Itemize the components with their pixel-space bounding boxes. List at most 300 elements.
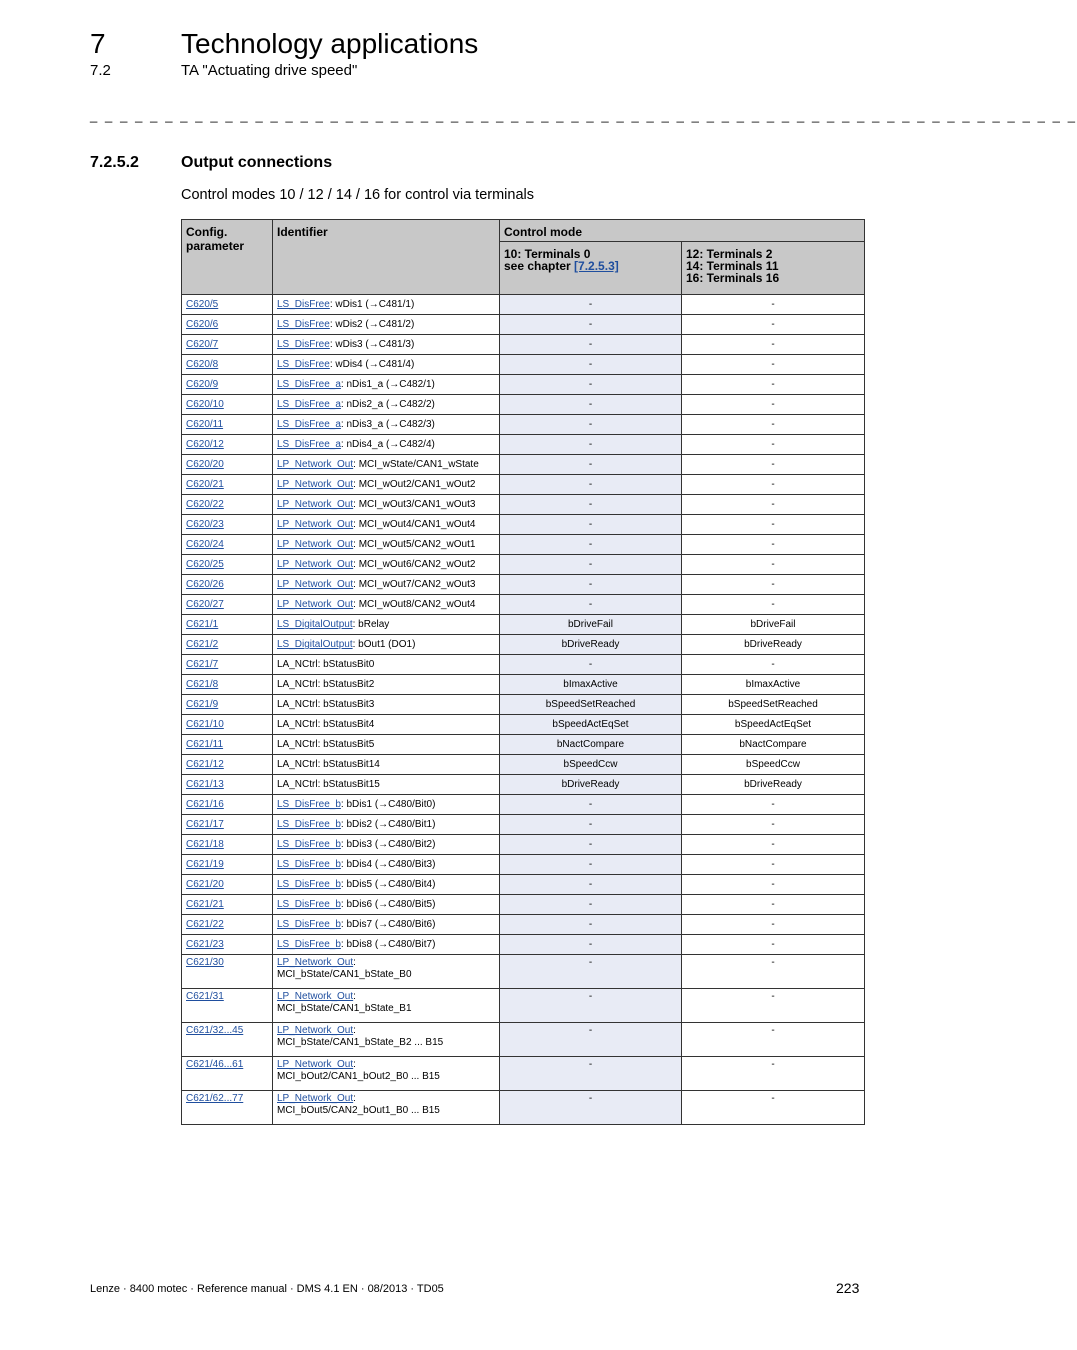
param-link[interactable]: C620/25 bbox=[186, 559, 224, 570]
identifier-link[interactable]: LS_DisFree_a bbox=[277, 399, 341, 410]
table-row bbox=[182, 575, 865, 595]
table-row bbox=[182, 915, 865, 935]
param-link[interactable]: C621/16 bbox=[186, 799, 224, 810]
mode-terminals-0-cell bbox=[500, 415, 682, 435]
mode-terminals-0-cell bbox=[500, 1023, 682, 1057]
identifier-text: LA_NCtrl: bStatusBit5 bbox=[277, 739, 375, 750]
param-cell bbox=[182, 735, 273, 755]
identifier-text: LA_NCtrl: bStatusBit3 bbox=[277, 699, 375, 710]
identifier-cell bbox=[273, 935, 500, 955]
mode-terminals-0-value: - bbox=[588, 559, 593, 570]
mode-terminals-other-cell bbox=[682, 435, 865, 455]
identifier-text: LA_NCtrl: bStatusBit2 bbox=[277, 679, 375, 690]
param-link[interactable]: C621/9 bbox=[186, 699, 219, 710]
param-link[interactable]: C621/21 bbox=[186, 899, 224, 910]
mode-terminals-other-cell bbox=[682, 875, 865, 895]
identifier-link[interactable]: LS_DisFree_b bbox=[277, 899, 341, 910]
param-link[interactable]: C620/22 bbox=[186, 499, 224, 510]
param-cell bbox=[182, 515, 273, 535]
param-link[interactable]: C621/30 bbox=[186, 957, 224, 968]
mode-terminals-0-cell bbox=[500, 295, 682, 315]
identifier-link[interactable]: LS_DisFree_b bbox=[277, 839, 341, 850]
param-cell bbox=[182, 989, 273, 1023]
mode-terminals-0-cell bbox=[500, 989, 682, 1023]
identifier-text: : bDis5 (→C480/Bit4) bbox=[340, 879, 436, 890]
section-title: TA "Actuating drive speed" bbox=[181, 62, 358, 79]
mode-terminals-0-value: - bbox=[588, 1059, 593, 1070]
identifier-link[interactable]: LS_DisFree_b bbox=[277, 939, 341, 950]
table-row bbox=[182, 535, 865, 555]
param-link[interactable]: C620/21 bbox=[186, 479, 224, 490]
identifier-cell bbox=[273, 895, 500, 915]
param-link[interactable]: C621/20 bbox=[186, 879, 224, 890]
mode-terminals-0-value: - bbox=[588, 859, 593, 870]
identifier-link[interactable]: LP_Network_Out bbox=[277, 519, 354, 530]
identifier-text: : bDis1 (→C480/Bit0) bbox=[340, 799, 436, 810]
section-number: 7.2 bbox=[90, 62, 111, 79]
identifier-text: : wDis4 (→C481/4) bbox=[329, 359, 415, 370]
intro-text: Control modes 10 / 12 / 14 / 16 for control via terminals bbox=[181, 187, 535, 203]
table-row bbox=[182, 735, 865, 755]
mode-terminals-0-cell bbox=[500, 755, 682, 775]
mode-terminals-other-cell bbox=[682, 655, 865, 675]
mode-terminals-0-cell bbox=[500, 955, 682, 989]
mode-terminals-0-cell bbox=[500, 1091, 682, 1125]
param-link[interactable]: C621/32...45 bbox=[186, 1025, 244, 1036]
footer-text: Lenze · 8400 motec · Reference manual · DMS 4.1 EN · 08/2013 · TD05 bbox=[90, 1283, 444, 1295]
mode-terminals-other-cell bbox=[682, 895, 865, 915]
param-cell bbox=[182, 715, 273, 735]
mode-terminals-0-value: - bbox=[588, 939, 593, 950]
mode-terminals-other-cell bbox=[682, 515, 865, 535]
mode-terminals-other-value: - bbox=[771, 799, 775, 810]
identifier-cell bbox=[273, 455, 500, 475]
param-cell bbox=[182, 455, 273, 475]
identifier-cell bbox=[273, 655, 500, 675]
mode-terminals-other-value: bImaxActive bbox=[745, 679, 801, 690]
table-row bbox=[182, 795, 865, 815]
mode-terminals-other-value: - bbox=[771, 859, 775, 870]
page-number: 223 bbox=[836, 1280, 860, 1296]
param-link[interactable]: C620/6 bbox=[186, 319, 219, 330]
identifier-link[interactable]: LS_DigitalOutput bbox=[277, 639, 353, 650]
identifier-link[interactable]: LP_Network_Out bbox=[277, 499, 354, 510]
identifier-text: : MCI_wOut2/CAN1_wOut2 bbox=[353, 479, 476, 490]
header-identifier: Identifier bbox=[273, 220, 500, 295]
identifier-link[interactable]: LS_DisFree_a bbox=[277, 439, 341, 450]
mode-terminals-other-value: - bbox=[771, 319, 775, 330]
mode-terminals-other-cell bbox=[682, 915, 865, 935]
param-cell bbox=[182, 1091, 273, 1125]
mode-terminals-other-value: bNactCompare bbox=[739, 739, 807, 750]
param-cell bbox=[182, 935, 273, 955]
mode-terminals-other-value: - bbox=[771, 539, 775, 550]
mode-terminals-0-value: - bbox=[588, 659, 593, 670]
mode-terminals-0-value: - bbox=[588, 419, 593, 430]
mode-terminals-other-cell bbox=[682, 755, 865, 775]
identifier-cell bbox=[273, 535, 500, 555]
identifier-text: : wDis2 (→C481/2) bbox=[329, 319, 415, 330]
param-cell bbox=[182, 355, 273, 375]
identifier-text: : nDis1_a (→C482/1) bbox=[340, 379, 435, 390]
identifier-text: : nDis3_a (→C482/3) bbox=[340, 419, 435, 430]
mode-terminals-0-value: - bbox=[588, 439, 593, 450]
param-cell bbox=[182, 655, 273, 675]
table-row bbox=[182, 935, 865, 955]
identifier-cell bbox=[273, 795, 500, 815]
param-link[interactable]: C620/26 bbox=[186, 579, 224, 590]
param-link[interactable]: C621/19 bbox=[186, 859, 224, 870]
param-cell bbox=[182, 875, 273, 895]
mode-terminals-0-value: - bbox=[588, 379, 593, 390]
param-link[interactable]: C621/18 bbox=[186, 839, 224, 850]
mode-terminals-other-cell bbox=[682, 775, 865, 795]
mode-terminals-0-value: bSpeedSetReached bbox=[545, 699, 636, 710]
mode-terminals-other-value: bSpeedCcw bbox=[746, 759, 800, 770]
table-row bbox=[182, 1091, 865, 1125]
identifier-link[interactable]: LP_Network_Out bbox=[277, 957, 354, 968]
mode-terminals-0-cell bbox=[500, 595, 682, 615]
mode-terminals-0-cell bbox=[500, 835, 682, 855]
mode-terminals-other-cell bbox=[682, 735, 865, 755]
mode-terminals-0-value: - bbox=[588, 519, 593, 530]
identifier-cell bbox=[273, 295, 500, 315]
mode-terminals-other-value: - bbox=[771, 819, 775, 830]
identifier-text: : MCI_wOut8/CAN2_wOut4 bbox=[353, 599, 476, 610]
table-row bbox=[182, 375, 865, 395]
output-connections-table bbox=[181, 219, 865, 1125]
identifier-cell bbox=[273, 915, 500, 935]
identifier-text: : bDis6 (→C480/Bit5) bbox=[340, 899, 436, 910]
table-row bbox=[182, 635, 865, 655]
mode-terminals-other-value: - bbox=[771, 399, 775, 410]
mode-terminals-0-cell bbox=[500, 555, 682, 575]
identifier-text: MCI_bOut5/CAN2_bOut1_B0 ... B15 bbox=[277, 1105, 440, 1116]
identifier-cell bbox=[273, 355, 500, 375]
mode-terminals-other-cell bbox=[682, 675, 865, 695]
mode-terminals-other-cell bbox=[682, 1023, 865, 1057]
param-link[interactable]: C620/9 bbox=[186, 379, 219, 390]
identifier-cell bbox=[273, 315, 500, 335]
param-link[interactable]: C620/20 bbox=[186, 459, 224, 470]
mode-terminals-other-cell bbox=[682, 855, 865, 875]
identifier-cell bbox=[273, 615, 500, 635]
identifier-link[interactable]: LP_Network_Out bbox=[277, 599, 354, 610]
identifier-cell bbox=[273, 375, 500, 395]
identifier-cell bbox=[273, 875, 500, 895]
identifier-link[interactable]: LS_DisFree_b bbox=[277, 799, 341, 810]
param-cell bbox=[182, 915, 273, 935]
mode-terminals-0-cell bbox=[500, 335, 682, 355]
mode-terminals-0-cell bbox=[500, 455, 682, 475]
table-row bbox=[182, 989, 865, 1023]
table-row bbox=[182, 455, 865, 475]
mode-terminals-0-cell bbox=[500, 375, 682, 395]
chapter-link[interactable]: [7.2.5.3] bbox=[574, 259, 619, 273]
param-link[interactable]: C621/17 bbox=[186, 819, 224, 830]
param-link[interactable]: C620/12 bbox=[186, 439, 224, 450]
param-cell bbox=[182, 895, 273, 915]
mode-terminals-other-cell bbox=[682, 535, 865, 555]
param-link[interactable]: C621/22 bbox=[186, 919, 224, 930]
mode-terminals-other-value: - bbox=[771, 299, 775, 310]
mode-terminals-other-cell bbox=[682, 455, 865, 475]
param-link[interactable]: C621/7 bbox=[186, 659, 219, 670]
param-link[interactable]: C621/23 bbox=[186, 939, 224, 950]
mode-terminals-0-cell bbox=[500, 815, 682, 835]
param-link[interactable]: C620/7 bbox=[186, 339, 219, 350]
mode-terminals-other-cell bbox=[682, 495, 865, 515]
table-row bbox=[182, 755, 865, 775]
param-link[interactable]: C621/46...61 bbox=[186, 1059, 244, 1070]
param-cell bbox=[182, 755, 273, 775]
table-row bbox=[182, 875, 865, 895]
identifier-link[interactable]: LP_Network_Out bbox=[277, 539, 354, 550]
param-link[interactable]: C621/12 bbox=[186, 759, 224, 770]
mode-terminals-other-value: - bbox=[771, 479, 775, 490]
param-link[interactable]: C620/8 bbox=[186, 359, 219, 370]
mode-terminals-0-cell bbox=[500, 795, 682, 815]
table-row bbox=[182, 595, 865, 615]
mode-terminals-other-value: bSpeedSetReached bbox=[728, 699, 818, 710]
param-cell bbox=[182, 435, 273, 455]
header-config: Config. parameter bbox=[182, 220, 273, 295]
param-cell bbox=[182, 395, 273, 415]
mode-terminals-other-cell bbox=[682, 815, 865, 835]
identifier-cell bbox=[273, 475, 500, 495]
param-link[interactable]: C621/2 bbox=[186, 639, 219, 650]
mode-terminals-other-cell bbox=[682, 555, 865, 575]
param-cell bbox=[182, 795, 273, 815]
table-row bbox=[182, 415, 865, 435]
mode-terminals-0-value: - bbox=[588, 579, 593, 590]
table-row bbox=[182, 355, 865, 375]
mode-terminals-other-value: - bbox=[771, 899, 775, 910]
identifier-link[interactable]: LS_DisFree_b bbox=[277, 859, 341, 870]
table-row bbox=[182, 475, 865, 495]
identifier-link[interactable]: LS_DisFree_a bbox=[277, 379, 341, 390]
identifier-text: : MCI_wOut4/CAN1_wOut4 bbox=[353, 519, 476, 530]
mode-terminals-other-value: - bbox=[771, 459, 775, 470]
identifier-link[interactable]: LS_DisFree bbox=[277, 299, 330, 310]
table-row bbox=[182, 495, 865, 515]
mode-terminals-other-cell bbox=[682, 955, 865, 989]
param-link[interactable]: C621/10 bbox=[186, 719, 224, 730]
identifier-cell: LP_Network_Out: MCI_bOut2/CAN1_bOut2_B0 ... B15 bbox=[273, 1057, 500, 1091]
mode-terminals-other-cell bbox=[682, 335, 865, 355]
mode-terminals-0-cell bbox=[500, 575, 682, 595]
identifier-link[interactable]: LS_DisFree_a bbox=[277, 419, 341, 430]
param-link[interactable]: C621/11 bbox=[186, 739, 224, 750]
identifier-link[interactable]: LP_Network_Out bbox=[277, 579, 354, 590]
param-link[interactable]: C620/5 bbox=[186, 299, 219, 310]
identifier-link[interactable]: LP_Network_Out bbox=[277, 1059, 354, 1070]
mode-terminals-other-cell bbox=[682, 595, 865, 615]
mode-terminals-other-value: - bbox=[771, 1059, 775, 1070]
identifier-link[interactable]: LS_DisFree_b bbox=[277, 879, 341, 890]
mode-terminals-0-value: - bbox=[588, 539, 593, 550]
identifier-cell bbox=[273, 715, 500, 735]
param-cell bbox=[182, 855, 273, 875]
identifier-cell bbox=[273, 575, 500, 595]
param-link[interactable]: C620/24 bbox=[186, 539, 224, 550]
param-cell bbox=[182, 955, 273, 989]
identifier-link[interactable]: LS_DisFree bbox=[277, 319, 330, 330]
identifier-cell bbox=[273, 835, 500, 855]
param-cell bbox=[182, 415, 273, 435]
identifier-cell: LP_Network_Out: MCI_bOut5/CAN2_bOut1_B0 ... B15 bbox=[273, 1091, 500, 1125]
mode-terminals-other-value: - bbox=[771, 499, 775, 510]
chapter-number: 7 bbox=[90, 28, 106, 59]
mode-terminals-other-value: - bbox=[771, 839, 775, 850]
mode-terminals-0-value: - bbox=[588, 299, 593, 310]
subsection-title: Output connections bbox=[181, 154, 333, 171]
mode-terminals-0-cell bbox=[500, 695, 682, 715]
mode-terminals-other-value: bDriveReady bbox=[744, 779, 802, 790]
mode-terminals-0-value: bDriveReady bbox=[561, 779, 620, 790]
mode-terminals-other-value: - bbox=[771, 879, 775, 890]
table-row bbox=[182, 435, 865, 455]
identifier-cell bbox=[273, 435, 500, 455]
param-link[interactable]: C621/1 bbox=[186, 619, 219, 630]
param-cell bbox=[182, 475, 273, 495]
table-row bbox=[182, 615, 865, 635]
mode-terminals-0-value: - bbox=[588, 819, 593, 830]
param-cell bbox=[182, 375, 273, 395]
mode-terminals-0-cell bbox=[500, 515, 682, 535]
mode-terminals-other-value: - bbox=[771, 419, 775, 430]
mode-terminals-other-value: bDriveFail bbox=[750, 619, 796, 630]
identifier-link[interactable]: LP_Network_Out bbox=[277, 1025, 354, 1036]
mode-terminals-other-cell bbox=[682, 989, 865, 1023]
identifier-cell bbox=[273, 755, 500, 775]
mode-terminals-other-value: - bbox=[771, 1025, 775, 1036]
mode-terminals-0-cell bbox=[500, 715, 682, 735]
identifier-link[interactable]: LS_DisFree_b bbox=[277, 819, 341, 830]
param-cell bbox=[182, 695, 273, 715]
param-cell bbox=[182, 775, 273, 795]
mode-terminals-0-cell bbox=[500, 1057, 682, 1091]
param-cell bbox=[182, 835, 273, 855]
identifier-text: LA_NCtrl: bStatusBit0 bbox=[277, 659, 375, 670]
mode-terminals-other-cell bbox=[682, 935, 865, 955]
identifier-text: MCI_bState/CAN1_bState_B0 bbox=[277, 969, 412, 980]
mode-terminals-other-value: - bbox=[771, 519, 775, 530]
mode-terminals-0-value: - bbox=[588, 879, 593, 890]
param-cell bbox=[182, 1023, 273, 1057]
identifier-text: : MCI_wOut3/CAN1_wOut3 bbox=[353, 499, 476, 510]
mode-terminals-0-cell bbox=[500, 675, 682, 695]
identifier-link[interactable]: LP_Network_Out bbox=[277, 559, 354, 570]
mode-terminals-0-cell bbox=[500, 855, 682, 875]
mode-terminals-0-cell bbox=[500, 935, 682, 955]
mode-terminals-0-value: bSpeedCcw bbox=[563, 759, 618, 770]
table-row bbox=[182, 895, 865, 915]
mode-terminals-0-value: - bbox=[588, 899, 593, 910]
identifier-cell bbox=[273, 675, 500, 695]
param-cell bbox=[182, 595, 273, 615]
param-link[interactable]: C620/10 bbox=[186, 399, 224, 410]
mode-terminals-0-value: - bbox=[588, 1025, 593, 1036]
mode-terminals-other-cell bbox=[682, 695, 865, 715]
mode-terminals-other-value: - bbox=[771, 939, 775, 950]
param-cell bbox=[182, 635, 273, 655]
identifier-cell bbox=[273, 775, 500, 795]
table-row bbox=[182, 1057, 865, 1091]
chapter-title: Technology applications bbox=[181, 28, 479, 59]
identifier-link[interactable]: LP_Network_Out bbox=[277, 1093, 354, 1104]
mode-terminals-0-value: - bbox=[588, 399, 593, 410]
table-row bbox=[182, 775, 865, 795]
identifier-cell bbox=[273, 735, 500, 755]
identifier-cell bbox=[273, 335, 500, 355]
identifier-link[interactable]: LP_Network_Out bbox=[277, 459, 354, 470]
param-link[interactable]: C621/13 bbox=[186, 779, 224, 790]
param-cell bbox=[182, 675, 273, 695]
mode-terminals-other-value: - bbox=[771, 991, 775, 1002]
param-link[interactable]: C620/27 bbox=[186, 599, 224, 610]
mode-terminals-0-cell bbox=[500, 775, 682, 795]
mode-terminals-other-value: - bbox=[771, 1093, 775, 1104]
mode-terminals-other-cell bbox=[682, 635, 865, 655]
param-link[interactable]: C621/62...77 bbox=[186, 1093, 244, 1104]
mode-terminals-0-value: bSpeedActEqSet bbox=[552, 719, 629, 730]
identifier-link[interactable]: LP_Network_Out bbox=[277, 479, 354, 490]
table-row bbox=[182, 815, 865, 835]
mode-terminals-other-cell bbox=[682, 1057, 865, 1091]
table-row bbox=[182, 955, 865, 989]
table-row bbox=[182, 515, 865, 535]
param-link[interactable]: C620/11 bbox=[186, 419, 224, 430]
identifier-cell bbox=[273, 495, 500, 515]
table-row bbox=[182, 655, 865, 675]
mode-terminals-other-value: - bbox=[771, 439, 775, 450]
identifier-cell bbox=[273, 415, 500, 435]
mode-terminals-other-value: - bbox=[771, 359, 775, 370]
mode-terminals-0-value: - bbox=[588, 799, 593, 810]
identifier-text: MCI_bOut2/CAN1_bOut2_B0 ... B15 bbox=[277, 1071, 440, 1082]
mode-terminals-other-value: - bbox=[771, 559, 775, 570]
identifier-text: : nDis2_a (→C482/2) bbox=[340, 399, 435, 410]
param-cell bbox=[182, 815, 273, 835]
param-cell bbox=[182, 555, 273, 575]
mode-terminals-0-cell bbox=[500, 655, 682, 675]
mode-terminals-other-cell bbox=[682, 315, 865, 335]
mode-terminals-0-value: - bbox=[588, 479, 593, 490]
identifier-link[interactable]: LS_DisFree_b bbox=[277, 919, 341, 930]
param-link[interactable]: C621/31 bbox=[186, 991, 224, 1002]
mode-terminals-other-value: bSpeedActEqSet bbox=[734, 719, 812, 730]
param-link[interactable]: C621/8 bbox=[186, 679, 219, 690]
identifier-link[interactable]: LP_Network_Out bbox=[277, 991, 354, 1002]
mode-terminals-other-value: - bbox=[771, 599, 775, 610]
param-link[interactable]: C620/23 bbox=[186, 519, 224, 530]
identifier-link[interactable]: LS_DisFree bbox=[277, 359, 330, 370]
mode-terminals-0-value: - bbox=[588, 957, 593, 968]
identifier-text: : bDis4 (→C480/Bit3) bbox=[340, 859, 436, 870]
identifier-link[interactable]: LS_DisFree bbox=[277, 339, 330, 350]
identifier-text: : MCI_wOut5/CAN2_wOut1 bbox=[353, 539, 476, 550]
mode-terminals-0-cell bbox=[500, 495, 682, 515]
mode-terminals-other-value: - bbox=[771, 957, 775, 968]
mode-terminals-other-cell bbox=[682, 615, 865, 635]
identifier-cell bbox=[273, 595, 500, 615]
subsection-number: 7.2.5.2 bbox=[90, 154, 139, 171]
table-row bbox=[182, 695, 865, 715]
identifier-link[interactable]: LS_DigitalOutput bbox=[277, 619, 353, 630]
mode-terminals-0-value: - bbox=[588, 839, 593, 850]
identifier-cell bbox=[273, 855, 500, 875]
